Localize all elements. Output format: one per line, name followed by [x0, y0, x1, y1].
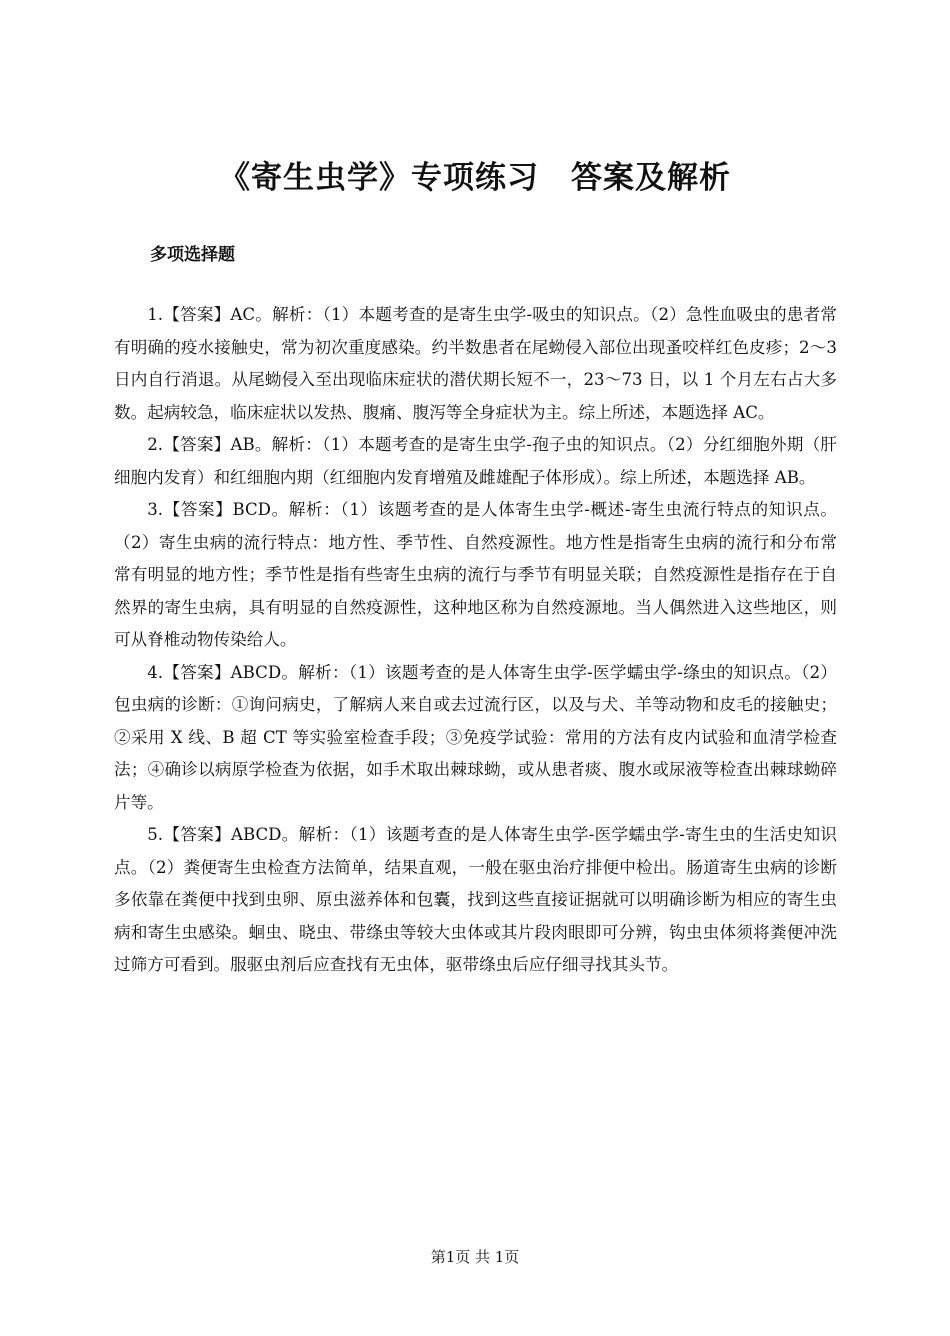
answer-paragraph-5: 5.【答案】ABCD。解析：（1）该题考查的是人体寄生虫学-医学蠕虫学-寄生虫的生活史知识点。（2）粪便寄生虫检查方法简单，结果直观，一般在驱虫治疗排便中检出。肠道寄生虫病的诊断多依靠在粪便中找到虫卵、原虫滋养体和包囊，找到这些直接证据就可以明确诊断为相应的寄生虫病和寄生虫感染。蛔虫、晓虫、带绦虫等较大虫体或其片段肉眼即可分辨，钩虫虫体须将粪便冲洗过筛方可看到。服驱虫剂后应查找有无虫体，驱带绦虫后应仔细寻找其头节。	[114, 825, 837, 974]
section-heading: 多项选择题	[150, 245, 235, 265]
answer-paragraph-1: 1.【答案】AC。解析：（1）本题考查的是寄生虫学-吸虫的知识点。（2）急性血吸虫的患者常有明确的疫水接触史，常为初次重度感染。约半数患者在尾蚴侵入部位出现蚤咬样红色皮疹；2～3 日内自行消退。从尾蚴侵入至出现临床症状的潜伏期长短不一，23～73 日，以 1 个月左右占大多数。起病较急，临床症状以发热、腹痛、腹泻等全身症状为主。综上所述，本题选择 AC。	[114, 305, 837, 422]
page-footer: 第1页 共 1页	[430, 1248, 520, 1266]
answer-paragraph-2: 2.【答案】AB。解析：（1）本题考查的是寄生虫学-孢子虫的知识点。（2）分红细胞外期（肝细胞内发育）和红细胞内期（红细胞内发育增殖及雌雄配子体形成）。综上所述，本题选择 AB。	[114, 435, 837, 487]
answer-paragraph-3: 3.【答案】BCD。解析：（1）该题考查的是人体寄生虫学-概述-寄生虫流行特点的知识点。（2）寄生虫病的流行特点：地方性、季节性、自然疫源性。地方性是指寄生虫病的流行和分布常常有明显的地方性；季节性是指有些寄生虫病的流行与季节有明显关联；自然疫源性是指存在于自然界的寄生虫病，具有明显的自然疫源性，这种地区称为自然疫源地。当人偶然进入这些地区，则可从脊椎动物传染给人。	[114, 500, 837, 649]
page-title: 《寄生虫学》专项练习 答案及解析	[219, 160, 731, 196]
answer-paragraph-4: 4.【答案】ABCD。解析：（1）该题考查的是人体寄生虫学-医学蠕虫学-绦虫的知识点。（2）包虫病的诊断：①询问病史，了解病人来自或去过流行区，以及与犬、羊等动物和皮毛的接触史；②采用 X 线、B 超 CT 等实验室检查手段；③免疫学试验：常用的方法有皮内试验和血清学检查法；④确诊以病原学检查为依据，如手术取出棘球蚴，或从患者痰、腹水或尿液等检查出棘球蚴碎片等。	[114, 662, 837, 812]
answer-content	[114, 299, 837, 982]
